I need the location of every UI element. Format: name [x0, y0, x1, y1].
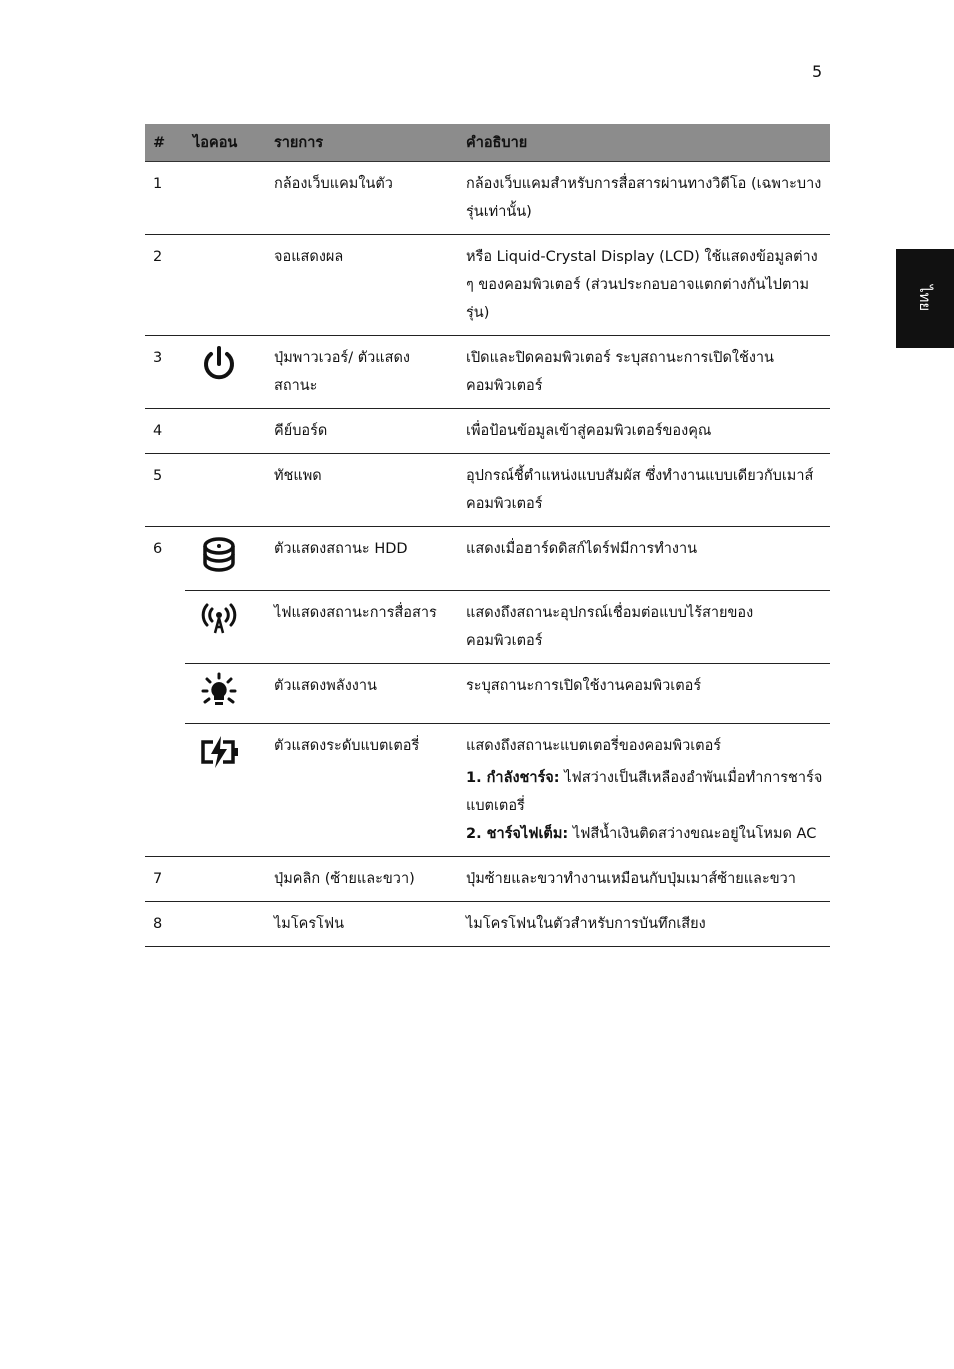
row-item: กล้องเว็บแคมในตัว: [266, 162, 458, 235]
row-item: คีย์บอร์ด: [266, 409, 458, 454]
row-item: ไมโครโฟน: [266, 902, 458, 947]
language-tab-label: ไทย: [916, 285, 934, 312]
row-desc: ปุ่มซ้ายและขวาทำงานเหมือนกับปุ่มเมาส์ซ้ายและขวา: [458, 857, 830, 902]
row-icon-cell: [185, 902, 266, 947]
row-icon-cell: [185, 454, 266, 527]
row-num: 8: [145, 902, 185, 947]
row-icon-cell: [185, 591, 266, 664]
component-table: [145, 124, 830, 947]
battery-note: [466, 820, 824, 848]
row-item: ปุ่มคลิก (ซ้ายและขวา): [266, 857, 458, 902]
table-row: [145, 724, 830, 857]
row-num: 6: [145, 527, 185, 857]
header-icon: ไอคอน: [185, 124, 266, 162]
row-item: ตัวแสดงระดับแบตเตอรี่: [266, 724, 458, 857]
row-desc: หรือ Liquid-Crystal Display (LCD) ใช้แสดงข้อมูลต่าง ๆ ของคอมพิวเตอร์ (ส่วนประกอบอาจแตกต่างกันไปตามรุ่น): [458, 235, 830, 336]
battery-note-text: ไฟสว่างเป็นสีเหลืองอำพันเมื่อทำการชาร์จแบตเตอรี่: [466, 770, 823, 814]
table-header: [145, 124, 830, 162]
row-desc: แสดงถึงสถานะอุปกรณ์เชื่อมต่อแบบไร้สายของคอมพิวเตอร์: [458, 591, 830, 664]
row-desc: กล้องเว็บแคมสำหรับการสื่อสารผ่านทางวิดีโอ (เฉพาะบางรุ่นเท่านั้น): [458, 162, 830, 235]
row-item: ตัวแสดงสถานะ HDD: [266, 527, 458, 591]
row-desc-cell: [458, 724, 830, 857]
row-item: ปุ่มพาวเวอร์/ ตัวแสดงสถานะ: [266, 336, 458, 409]
row-desc: ไมโครโฟนในตัวสำหรับการบันทึกเสียง: [458, 902, 830, 947]
row-num: 5: [145, 454, 185, 527]
row-num: 4: [145, 409, 185, 454]
row-desc: แสดงเมื่อฮาร์ดดิสก์ไดร์ฟมีการทำงาน: [458, 527, 830, 591]
row-item: ตัวแสดงพลังงาน: [266, 664, 458, 724]
table-row: [145, 664, 830, 724]
power-icon: [199, 344, 239, 384]
row-icon-cell: [185, 857, 266, 902]
row-num: 3: [145, 336, 185, 409]
battery-note: [466, 764, 824, 820]
header-num: #: [145, 124, 185, 162]
row-item: จอแสดงผล: [266, 235, 458, 336]
table-row: [145, 857, 830, 902]
row-desc: แสดงถึงสถานะแบตเตอรี่ของคอมพิวเตอร์: [466, 738, 722, 754]
table-row: [145, 235, 830, 336]
table-row: [145, 336, 830, 409]
power-indicator-icon: [199, 672, 239, 712]
row-desc: ระบุสถานะการเปิดใช้งานคอมพิวเตอร์: [458, 664, 830, 724]
battery-note-text: ไฟสีน้ำเงินติดสว่างขณะอยู่ในโหมด AC: [572, 826, 817, 842]
table-row: [145, 162, 830, 235]
row-item: ไฟแสดงสถานะการสื่อสาร: [266, 591, 458, 664]
header-item: รายการ: [266, 124, 458, 162]
row-icon-cell: [185, 409, 266, 454]
table-row: [145, 527, 830, 591]
row-icon-cell: [185, 724, 266, 857]
row-icon-cell: [185, 235, 266, 336]
row-num: 7: [145, 857, 185, 902]
row-icon-cell: [185, 664, 266, 724]
table-row: [145, 409, 830, 454]
row-desc: เพื่อป้อนข้อมูลเข้าสู่คอมพิวเตอร์ของคุณ: [458, 409, 830, 454]
wireless-icon: [199, 599, 239, 639]
table-row: [145, 902, 830, 947]
row-icon-cell: [185, 162, 266, 235]
row-item: ทัชแพด: [266, 454, 458, 527]
header-desc: คำอธิบาย: [458, 124, 830, 162]
page-number: 5: [812, 62, 823, 81]
row-icon-cell: [185, 527, 266, 591]
table-row: [145, 591, 830, 664]
table-row: [145, 454, 830, 527]
battery-icon: [199, 732, 239, 772]
row-desc: อุปกรณ์ชี้ตำแหน่งแบบสัมผัส ซึ่งทำงานแบบเดียวกับเมาส์คอมพิวเตอร์: [458, 454, 830, 527]
row-num: 2: [145, 235, 185, 336]
row-icon-cell: [185, 336, 266, 409]
battery-note-label: 1. กำลังชาร์จ:: [466, 770, 560, 786]
battery-note-label: 2. ชาร์จไฟเต็ม:: [466, 826, 569, 842]
hdd-icon: [199, 535, 239, 575]
language-tab: [896, 249, 954, 348]
row-desc: เปิดและปิดคอมพิวเตอร์ ระบุสถานะการเปิดใช้งานคอมพิวเตอร์: [458, 336, 830, 409]
row-num: 1: [145, 162, 185, 235]
